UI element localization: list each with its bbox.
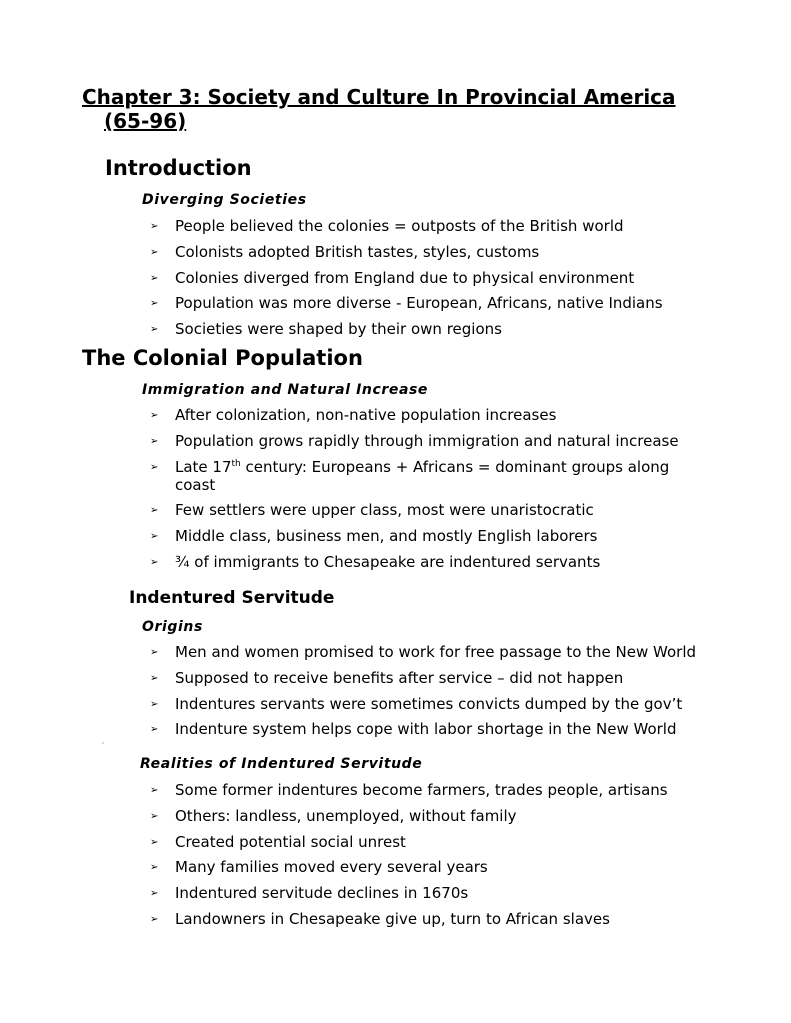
origins-heading: Origins bbox=[142, 619, 203, 635]
intro-bullet-list bbox=[150, 217, 750, 346]
list-item: ➢ Supposed to receive benefits after service – did not happen bbox=[150, 668, 624, 687]
list-item: ➢ Colonists adopted British tastes, styles, customs bbox=[150, 242, 540, 261]
list-item: ➢ Landowners in Chesapeake give up, turn to African slaves bbox=[150, 909, 610, 928]
chapter-title bbox=[82, 85, 676, 133]
chapter-title-line-1: Chapter 3: Society and Culture In Provincial America bbox=[82, 85, 676, 109]
arrow-bullet-icon: ➢ bbox=[150, 672, 159, 684]
arrow-bullet-icon: ➢ bbox=[150, 461, 159, 473]
list-item: ➢ Late 17th century: Europeans + Africans = dominant groups along coast bbox=[150, 457, 670, 494]
introduction-heading: Introduction bbox=[105, 156, 252, 180]
arrow-bullet-icon: ➢ bbox=[150, 324, 159, 336]
arrow-bullet-icon: ➢ bbox=[150, 913, 159, 925]
list-item: ➢ Few settlers were upper class, most were unaristocratic bbox=[150, 501, 594, 520]
arrow-bullet-icon: ➢ bbox=[150, 785, 159, 796]
list-item: ➢ After colonization, non-native population increases bbox=[150, 406, 557, 424]
arrow-bullet-icon: ➢ bbox=[150, 888, 159, 900]
arrow-bullet-icon: ➢ bbox=[150, 221, 159, 232]
origins-bullet-list bbox=[150, 643, 750, 746]
arrow-bullet-icon: ➢ bbox=[150, 724, 159, 736]
arrow-bullet-icon: ➢ bbox=[150, 862, 159, 874]
list-item: ➢ Many families moved every several years bbox=[150, 858, 488, 877]
arrow-bullet-icon: ➢ bbox=[150, 698, 159, 710]
realities-heading: Realities of Indentured Servitude bbox=[140, 756, 423, 772]
list-item: ➢ ¾ of immigrants to Chesapeake are indentured servants bbox=[150, 552, 601, 571]
arrow-bullet-icon: ➢ bbox=[150, 836, 159, 848]
chapter-title-line-2: (65-96) bbox=[104, 109, 187, 133]
arrow-bullet-icon: ➢ bbox=[150, 647, 159, 658]
diverging-societies-heading: Diverging Societies bbox=[142, 192, 307, 208]
arrow-bullet-icon: ➢ bbox=[150, 531, 159, 543]
arrow-bullet-icon: ➢ bbox=[150, 298, 159, 310]
list-item: ➢ People believed the colonies = outposts of the British world bbox=[150, 217, 624, 235]
arrow-bullet-icon: ➢ bbox=[150, 246, 159, 258]
list-item: ➢ Population was more diverse - European, Africans, native Indians bbox=[150, 294, 663, 313]
realities-bullet-list bbox=[150, 781, 750, 936]
list-item: ➢ Indentures servants were sometimes convicts dumped by the gov’t bbox=[150, 694, 683, 713]
list-item: ➢ Some former indentures become farmers, trades people, artisans bbox=[150, 781, 668, 799]
immigration-heading: Immigration and Natural Increase bbox=[142, 382, 429, 398]
arrow-bullet-icon: ➢ bbox=[150, 410, 159, 421]
arrow-bullet-icon: ➢ bbox=[150, 505, 159, 517]
list-item: ➢ Others: landless, unemployed, without family bbox=[150, 806, 517, 825]
list-item: ➢ Created potential social unrest bbox=[150, 832, 406, 851]
list-item: ➢ Population grows rapidly through immigration and natural increase bbox=[150, 431, 679, 450]
list-item: ➢ Indentured servitude declines in 1670s bbox=[150, 884, 469, 903]
list-item: ➢ Middle class, business men, and mostly English laborers bbox=[150, 527, 598, 546]
colonial-population-heading: The Colonial Population bbox=[82, 346, 363, 370]
arrow-bullet-icon: ➢ bbox=[150, 272, 159, 284]
list-item: ➢ Societies were shaped by their own regions bbox=[150, 320, 502, 339]
list-item: ➢ Indenture system helps cope with labor shortage in the New World bbox=[150, 720, 677, 739]
arrow-bullet-icon: ➢ bbox=[150, 810, 159, 822]
list-item: ➢ Men and women promised to work for free passage to the New World bbox=[150, 643, 697, 661]
stray-mark bbox=[102, 742, 104, 744]
list-item: ➢ Colonies diverged from England due to physical environment bbox=[150, 268, 635, 287]
arrow-bullet-icon: ➢ bbox=[150, 435, 159, 447]
population-bullet-list bbox=[150, 406, 750, 579]
arrow-bullet-icon: ➢ bbox=[150, 556, 159, 568]
indentured-servitude-heading: Indentured Servitude bbox=[129, 588, 335, 608]
